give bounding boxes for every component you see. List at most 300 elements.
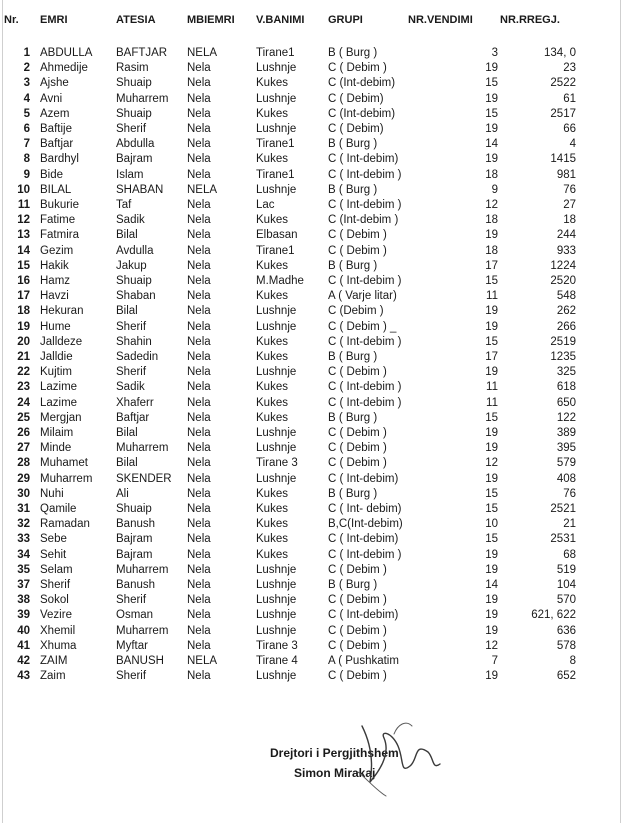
cell-emri: Baftjar <box>40 138 74 151</box>
cell-atesia: Muharrem <box>116 563 169 576</box>
cell-emri: Hakik <box>40 259 69 272</box>
cell-emri: Ahmedije <box>40 62 88 75</box>
table-row <box>0 122 624 137</box>
cell-mbiemri: Nela <box>187 594 211 607</box>
cell-nr-rregj: 61 <box>563 92 576 105</box>
cell-mbiemri: Nela <box>187 670 211 683</box>
cell-grupi: A ( Pushkatim <box>328 655 399 667</box>
cell-vbanimi: Kukes <box>256 381 288 394</box>
cell-mbiemri: Nela <box>187 503 211 515</box>
cell-emri: Kujtim <box>40 366 72 379</box>
cell-vbanimi: Kukes <box>256 548 288 561</box>
cell-emri: Jalldie <box>40 351 73 363</box>
cell-nr-vendimi: 17 <box>485 259 498 272</box>
cell-atesia: Shuaip <box>116 275 152 287</box>
cell-nr: 29 <box>17 472 30 485</box>
cell-nr: 21 <box>17 351 30 363</box>
cell-mbiemri: Nela <box>187 259 211 272</box>
cell-nr-vendimi: 19 <box>485 548 498 561</box>
cell-vbanimi: Kukes <box>256 214 288 227</box>
cell-nr: 14 <box>17 244 30 257</box>
cell-nr-rregj: 621, 622 <box>531 609 576 622</box>
cell-nr-rregj: 981 <box>556 168 576 181</box>
cell-nr-vendimi: 19 <box>485 442 498 455</box>
cell-nr-rregj: 519 <box>556 563 576 576</box>
cell-nr-vendimi: 12 <box>485 639 498 652</box>
cell-mbiemri: Nela <box>187 229 211 242</box>
cell-atesia: Bajram <box>116 153 153 166</box>
cell-grupi: C ( Debim ) <box>328 229 387 242</box>
signature-title: Drejtori i Pergjithshem <box>270 746 399 760</box>
cell-vbanimi: Lushnje <box>256 427 297 439</box>
cell-nr: 25 <box>17 411 30 424</box>
cell-atesia: Bilal <box>116 229 138 242</box>
cell-mbiemri: NELA <box>187 655 218 667</box>
table-row <box>0 441 624 456</box>
cell-atesia: Muharrem <box>116 92 169 105</box>
cell-nr: 5 <box>23 107 30 120</box>
cell-nr: 20 <box>17 335 30 348</box>
cell-nr-rregj: 2522 <box>550 77 576 90</box>
cell-atesia: Sadik <box>116 381 145 394</box>
cell-atesia: Bilal <box>116 427 138 439</box>
cell-nr-rregj: 18 <box>563 214 576 227</box>
cell-grupi: C ( Int-debim ) <box>328 548 402 561</box>
cell-nr: 11 <box>17 199 30 211</box>
cell-emri: Muharrem <box>40 472 93 485</box>
cell-vbanimi: Lushnje <box>256 62 297 75</box>
cell-nr-rregj: 104 <box>556 579 576 591</box>
table-row <box>0 335 624 350</box>
cell-grupi: C ( Debim ) <box>328 639 387 652</box>
cell-nr-vendimi: 19 <box>485 594 498 607</box>
cell-nr-vendimi: 12 <box>485 457 498 470</box>
table-row <box>0 76 624 91</box>
header-vbanimi: V.BANIMI <box>256 14 305 26</box>
table-row <box>0 198 624 213</box>
cell-grupi: B ( Burg ) <box>328 259 378 272</box>
cell-grupi: C ( Int-debim ) <box>328 335 402 348</box>
cell-grupi: C ( Debim) <box>328 92 384 105</box>
cell-mbiemri: Nela <box>187 275 211 287</box>
cell-vbanimi: Tirane 3 <box>256 639 298 652</box>
cell-nr-rregj: 2517 <box>550 107 576 120</box>
cell-emri: ABDULLA <box>40 47 93 59</box>
cell-nr: 2 <box>23 62 30 75</box>
cell-nr-rregj: 244 <box>556 229 576 242</box>
cell-nr-rregj: 578 <box>556 639 576 652</box>
cell-vbanimi: Lushnje <box>256 609 297 622</box>
cell-vbanimi: Elbasan <box>256 229 298 242</box>
cell-vbanimi: Tirane1 <box>256 244 295 257</box>
cell-nr-vendimi: 19 <box>485 472 498 485</box>
cell-emri: Sebe <box>40 533 67 546</box>
cell-nr-rregj: 636 <box>556 624 576 637</box>
cell-atesia: Taf <box>116 199 132 211</box>
cell-nr-rregj: 23 <box>563 62 576 75</box>
table-row <box>0 289 624 304</box>
cell-vbanimi: Kukes <box>256 259 288 272</box>
table-row <box>0 380 624 395</box>
cell-grupi: C ( Int-debim) <box>328 533 399 546</box>
cell-nr-rregj: 933 <box>556 244 576 257</box>
table-row <box>0 517 624 532</box>
cell-vbanimi: Lushnje <box>256 366 297 379</box>
cell-grupi: C ( Int-debim ) <box>328 199 402 211</box>
cell-nr: 6 <box>23 123 30 135</box>
cell-mbiemri: Nela <box>187 62 211 75</box>
cell-atesia: SKENDER <box>116 472 172 485</box>
cell-nr: 30 <box>17 487 30 500</box>
cell-grupi: B ( Burg ) <box>328 47 378 59</box>
cell-nr-rregj: 8 <box>569 655 576 667</box>
table-row <box>0 107 624 122</box>
cell-mbiemri: Nela <box>187 579 211 591</box>
cell-nr-rregj: 2521 <box>550 503 576 515</box>
cell-grupi: B ( Burg ) <box>328 579 378 591</box>
table-row <box>0 639 624 654</box>
cell-mbiemri: Nela <box>187 107 211 120</box>
table-row <box>0 563 624 578</box>
cell-emri: Bardhyl <box>40 153 79 166</box>
cell-mbiemri: Nela <box>187 290 211 303</box>
cell-vbanimi: Kukes <box>256 107 288 120</box>
cell-nr-rregj: 2520 <box>550 275 576 287</box>
cell-atesia: Jakup <box>116 259 147 272</box>
cell-nr-vendimi: 19 <box>485 153 498 166</box>
cell-nr: 12 <box>17 214 30 227</box>
cell-nr: 10 <box>17 183 30 196</box>
cell-grupi: C ( Debim ) <box>328 624 387 637</box>
cell-nr-rregj: 266 <box>556 320 576 333</box>
header-nr-vendimi: NR.VENDIMI <box>408 14 473 26</box>
cell-vbanimi: Lushnje <box>256 305 297 318</box>
cell-vbanimi: Lushnje <box>256 563 297 576</box>
table-row <box>0 152 624 167</box>
cell-nr-vendimi: 19 <box>485 305 498 318</box>
cell-grupi: C ( Int-debim) <box>328 153 399 166</box>
cell-vbanimi: Lushnje <box>256 183 297 196</box>
table-row <box>0 92 624 107</box>
cell-grupi: B ( Burg ) <box>328 487 378 500</box>
table-row <box>0 472 624 487</box>
cell-nr-rregj: 652 <box>556 670 576 683</box>
cell-nr-vendimi: 14 <box>485 138 498 151</box>
cell-mbiemri: Nela <box>187 214 211 227</box>
cell-nr-rregj: 27 <box>563 199 576 211</box>
cell-nr: 9 <box>23 168 30 181</box>
cell-nr-vendimi: 18 <box>485 244 498 257</box>
cell-vbanimi: M.Madhe <box>256 275 304 287</box>
cell-emri: Sherif <box>40 579 71 591</box>
cell-vbanimi: Lushnje <box>256 320 297 333</box>
cell-grupi: C ( Debim ) <box>328 442 387 455</box>
cell-grupi: C ( Debim ) <box>328 366 387 379</box>
cell-grupi: B ( Burg ) <box>328 351 378 363</box>
cell-nr-rregj: 262 <box>556 305 576 318</box>
signature-name: Simon Mirakaj <box>294 766 376 780</box>
cell-nr-rregj: 389 <box>556 427 576 439</box>
table-row <box>0 456 624 471</box>
cell-mbiemri: Nela <box>187 77 211 90</box>
cell-vbanimi: Kukes <box>256 153 288 166</box>
cell-nr-vendimi: 19 <box>485 92 498 105</box>
cell-vbanimi: Lushnje <box>256 92 297 105</box>
cell-emri: Lazime <box>40 396 78 409</box>
header-atesia: ATESIA <box>116 14 156 26</box>
cell-grupi: C (Debim ) <box>328 305 384 318</box>
cell-nr: 26 <box>17 427 30 439</box>
cell-nr-rregj: 325 <box>556 366 576 379</box>
cell-mbiemri: Nela <box>187 351 211 363</box>
cell-atesia: Baftjar <box>116 411 150 424</box>
cell-nr-vendimi: 19 <box>485 366 498 379</box>
cell-vbanimi: Tirane1 <box>256 138 295 151</box>
cell-mbiemri: Nela <box>187 533 211 546</box>
cell-vbanimi: Kukes <box>256 396 288 409</box>
cell-atesia: Abdulla <box>116 138 155 151</box>
cell-mbiemri: Nela <box>187 457 211 470</box>
cell-grupi: B ( Burg ) <box>328 138 378 151</box>
table-row <box>0 502 624 517</box>
cell-grupi: C ( Int-debim) <box>328 472 399 485</box>
cell-mbiemri: Nela <box>187 366 211 379</box>
cell-vbanimi: Kukes <box>256 77 288 90</box>
cell-grupi: C ( Int-debim) <box>328 609 399 622</box>
cell-mbiemri: Nela <box>187 472 211 485</box>
cell-grupi: C ( Int-debim ) <box>328 381 402 394</box>
cell-nr: 38 <box>17 594 30 607</box>
cell-nr: 22 <box>17 366 30 379</box>
cell-vbanimi: Lushnje <box>256 123 297 135</box>
cell-atesia: Muharrem <box>116 442 169 455</box>
cell-nr: 7 <box>23 138 30 151</box>
cell-nr-vendimi: 3 <box>491 47 498 59</box>
cell-nr-rregj: 548 <box>556 290 576 303</box>
cell-vbanimi: Lushnje <box>256 594 297 607</box>
cell-nr-rregj: 408 <box>556 472 576 485</box>
table-row <box>0 137 624 152</box>
cell-atesia: Sherif <box>116 594 147 607</box>
cell-atesia: Bajram <box>116 533 153 546</box>
cell-nr-vendimi: 19 <box>485 123 498 135</box>
cell-atesia: SHABAN <box>116 183 164 196</box>
cell-vbanimi: Kukes <box>256 335 288 348</box>
cell-vbanimi: Lushnje <box>256 670 297 683</box>
table-row <box>0 365 624 380</box>
cell-nr-vendimi: 17 <box>485 351 498 363</box>
cell-grupi: C ( Debim ) <box>328 563 387 576</box>
cell-nr-vendimi: 19 <box>485 670 498 683</box>
cell-nr: 41 <box>17 639 30 652</box>
cell-atesia: Banush <box>116 518 156 531</box>
cell-nr-vendimi: 15 <box>485 487 498 500</box>
cell-nr: 3 <box>23 77 30 90</box>
cell-atesia: Rasim <box>116 62 149 75</box>
cell-nr: 34 <box>17 548 30 561</box>
cell-nr-vendimi: 11 <box>486 290 498 303</box>
table-row <box>0 669 624 684</box>
cell-vbanimi: Lushnje <box>256 579 297 591</box>
cell-emri: ZAIM <box>40 655 68 667</box>
cell-nr-vendimi: 15 <box>485 275 498 287</box>
cell-nr-vendimi: 10 <box>485 518 498 531</box>
handwritten-signature <box>340 712 450 802</box>
cell-nr: 18 <box>17 305 30 318</box>
cell-mbiemri: Nela <box>187 305 211 318</box>
header-nr-rregj: NR.RREGJ. <box>500 14 560 26</box>
cell-nr: 13 <box>17 229 30 242</box>
table-row <box>0 46 624 61</box>
cell-grupi: C ( Int- debim) <box>328 503 402 515</box>
cell-atesia: Shuaip <box>116 77 152 90</box>
cell-emri: Hekuran <box>40 305 84 318</box>
cell-mbiemri: Nela <box>187 487 211 500</box>
cell-nr-vendimi: 7 <box>491 655 498 667</box>
cell-emri: Lazime <box>40 381 78 394</box>
cell-nr: 15 <box>17 259 30 272</box>
cell-emri: Qamile <box>40 503 77 515</box>
cell-mbiemri: Nela <box>187 639 211 652</box>
cell-atesia: Bilal <box>116 457 138 470</box>
cell-nr: 23 <box>17 381 30 394</box>
cell-nr-rregj: 1224 <box>550 259 576 272</box>
cell-nr-rregj: 76 <box>563 487 576 500</box>
cell-nr: 37 <box>17 579 30 591</box>
cell-grupi: C ( Debim ) <box>328 670 387 683</box>
cell-atesia: Avdulla <box>116 244 154 257</box>
cell-mbiemri: Nela <box>187 548 211 561</box>
cell-nr-rregj: 650 <box>556 396 576 409</box>
cell-nr: 32 <box>17 518 30 531</box>
cell-atesia: Sadik <box>116 214 145 227</box>
cell-atesia: BAFTJAR <box>116 47 168 59</box>
cell-nr: 17 <box>17 290 30 303</box>
cell-nr-vendimi: 19 <box>485 624 498 637</box>
cell-nr-vendimi: 15 <box>485 107 498 120</box>
cell-nr-rregj: 122 <box>556 411 576 424</box>
cell-grupi: C ( Debim ) <box>328 594 387 607</box>
cell-nr-rregj: 76 <box>563 183 576 196</box>
cell-mbiemri: Nela <box>187 244 211 257</box>
header-grupi: GRUPI <box>328 14 363 26</box>
cell-grupi: C ( Int-debim ) <box>328 396 402 409</box>
cell-nr-rregj: 4 <box>569 138 576 151</box>
cell-nr: 1 <box>23 47 30 59</box>
cell-vbanimi: Kukes <box>256 351 288 363</box>
cell-mbiemri: Nela <box>187 411 211 424</box>
cell-vbanimi: Kukes <box>256 503 288 515</box>
cell-atesia: Sadedin <box>116 351 159 363</box>
cell-atesia: Sherif <box>116 123 147 135</box>
cell-grupi: C ( Debim ) _ <box>328 320 397 333</box>
cell-nr-rregj: 579 <box>556 457 576 470</box>
cell-emri: Hamz <box>40 275 71 287</box>
cell-vbanimi: Lac <box>256 199 275 211</box>
cell-mbiemri: Nela <box>187 442 211 455</box>
cell-emri: Ajshe <box>40 77 69 90</box>
cell-vbanimi: Tirane1 <box>256 47 295 59</box>
cell-nr-vendimi: 11 <box>486 381 498 394</box>
cell-mbiemri: Nela <box>187 199 211 211</box>
table-row <box>0 61 624 76</box>
cell-atesia: Bilal <box>116 305 138 318</box>
cell-nr-vendimi: 11 <box>486 396 498 409</box>
cell-atesia: Shahin <box>116 335 152 348</box>
cell-vbanimi: Kukes <box>256 290 288 303</box>
cell-vbanimi: Tirane1 <box>256 168 295 181</box>
cell-nr-rregj: 1415 <box>550 153 576 166</box>
cell-vbanimi: Lushnje <box>256 624 297 637</box>
cell-emri: Vezire <box>40 609 72 622</box>
cell-nr-vendimi: 19 <box>485 427 498 439</box>
cell-atesia: Islam <box>116 168 144 181</box>
cell-emri: Baftije <box>40 123 72 135</box>
table-row <box>0 213 624 228</box>
cell-nr-rregj: 1235 <box>550 351 576 363</box>
cell-nr-rregj: 618 <box>556 381 576 394</box>
cell-mbiemri: NELA <box>187 183 218 196</box>
cell-nr: 39 <box>17 609 30 622</box>
cell-grupi: C ( Debim ) <box>328 427 387 439</box>
table-row <box>0 274 624 289</box>
cell-vbanimi: Kukes <box>256 487 288 500</box>
cell-mbiemri: Nela <box>187 396 211 409</box>
cell-nr-vendimi: 12 <box>485 199 498 211</box>
table-row <box>0 396 624 411</box>
cell-nr: 33 <box>17 533 30 546</box>
cell-grupi: C ( Debim) <box>328 123 384 135</box>
cell-nr-vendimi: 15 <box>485 77 498 90</box>
cell-nr-vendimi: 19 <box>485 563 498 576</box>
cell-emri: Bukurie <box>40 199 79 211</box>
cell-nr-rregj: 2531 <box>550 533 576 546</box>
table-row <box>0 624 624 639</box>
table-row <box>0 183 624 198</box>
cell-emri: Minde <box>40 442 72 455</box>
cell-atesia: Bajram <box>116 548 153 561</box>
cell-emri: Fatime <box>40 214 76 227</box>
cell-emri: Sehit <box>40 548 67 561</box>
cell-nr-rregj: 21 <box>563 518 576 531</box>
cell-nr-vendimi: 14 <box>485 579 498 591</box>
cell-atesia: Sherif <box>116 366 147 379</box>
cell-emri: Muhamet <box>40 457 88 470</box>
table-row <box>0 350 624 365</box>
cell-emri: Bide <box>40 168 64 181</box>
table-row <box>0 548 624 563</box>
cell-nr-vendimi: 15 <box>485 503 498 515</box>
cell-atesia: Xhaferr <box>116 396 154 409</box>
header-emri: EMRI <box>40 14 68 26</box>
cell-mbiemri: Nela <box>187 335 211 348</box>
cell-atesia: Banush <box>116 579 156 591</box>
cell-mbiemri: Nela <box>187 381 211 394</box>
cell-grupi: B ( Burg ) <box>328 411 378 424</box>
cell-nr-rregj: 68 <box>563 548 576 561</box>
cell-atesia: Shuaip <box>116 107 152 120</box>
cell-nr: 43 <box>17 670 30 683</box>
cell-emri: Sokol <box>40 594 69 607</box>
cell-mbiemri: Nela <box>187 320 211 333</box>
cell-atesia: Shaban <box>116 290 156 303</box>
cell-nr-vendimi: 19 <box>485 62 498 75</box>
cell-mbiemri: Nela <box>187 518 211 531</box>
cell-grupi: C ( Debim ) <box>328 244 387 257</box>
cell-emri: BILAL <box>40 183 72 196</box>
cell-atesia: Sherif <box>116 670 147 683</box>
cell-nr-rregj: 134, 0 <box>544 47 576 59</box>
